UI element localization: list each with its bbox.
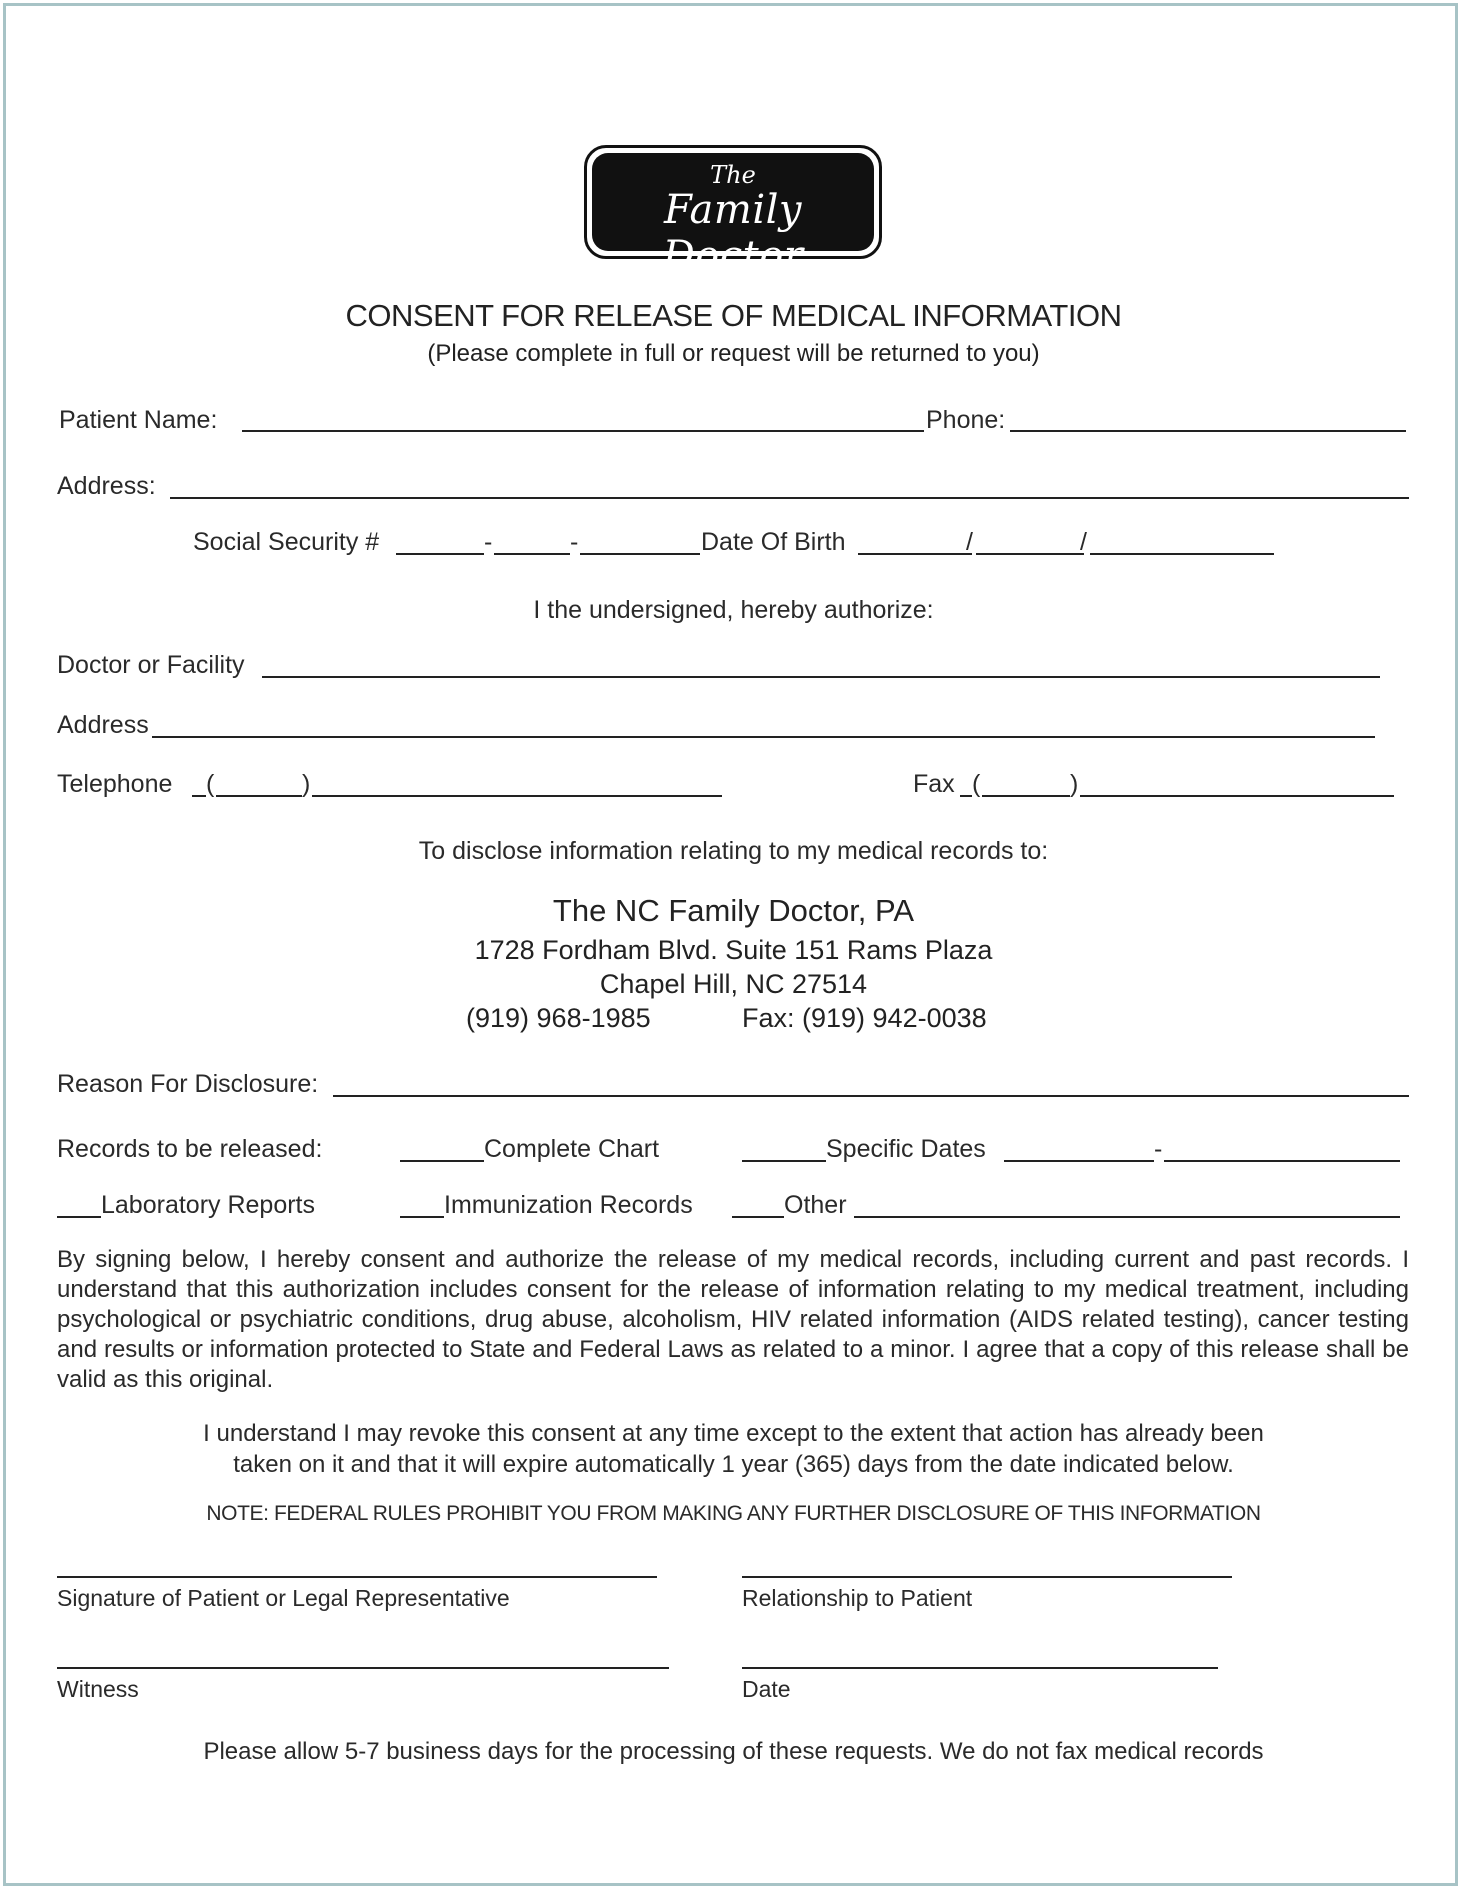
logo-badge (592, 153, 874, 279)
other-label: Other (784, 1191, 847, 1219)
other-checkbox[interactable] (732, 1216, 784, 1218)
practice-phone: (919) 968-1985 (466, 1003, 651, 1033)
dob-month-field[interactable] (858, 553, 972, 555)
dob-slash-1: / (966, 528, 973, 556)
fax-prefix-line (960, 795, 972, 797)
telephone-label: Telephone (57, 770, 173, 798)
fax-label: Fax (913, 770, 955, 798)
dob-slash-2: / (1080, 528, 1087, 556)
witness-label: Witness (57, 1676, 139, 1702)
practice-address-line1: 1728 Fordham Blvd. Suite 151 Rams Plaza (474, 935, 993, 965)
date-field[interactable] (742, 1667, 1218, 1669)
ssn-dash-1: - (484, 528, 493, 556)
practice-name: The NC Family Doctor, PA (552, 893, 915, 928)
complete-chart-checkbox[interactable] (400, 1160, 484, 1162)
dob-label: Date Of Birth (701, 528, 846, 556)
ssn-dash-2: - (570, 528, 579, 556)
immunization-label: Immunization Records (444, 1191, 693, 1219)
telephone-area-code-field[interactable] (216, 795, 302, 797)
facility-address-label: Address (57, 711, 149, 739)
reason-field[interactable] (333, 1095, 1409, 1097)
telephone-paren-close: ) (302, 770, 311, 798)
telephone-number-field[interactable] (312, 795, 722, 797)
immunization-checkbox[interactable] (400, 1216, 444, 1218)
phone-label: Phone: (926, 406, 1006, 434)
address-label: Address: (57, 472, 156, 500)
logo-name-text: Family Doctor (662, 187, 804, 279)
practice-address-line2: Chapel Hill, NC 27514 (599, 969, 868, 999)
doctor-facility-field[interactable] (262, 676, 1380, 678)
ssn-field-part1[interactable] (396, 553, 484, 555)
practice-fax: Fax: (919) 942-0038 (742, 1003, 987, 1033)
ssn-field-part3[interactable] (580, 553, 700, 555)
complete-chart-label: Complete Chart (484, 1135, 660, 1163)
relationship-label: Relationship to Patient (742, 1585, 973, 1611)
reason-label: Reason For Disclosure: (57, 1070, 319, 1098)
fax-paren-close: ) (1070, 770, 1079, 798)
fax-area-code-field[interactable] (982, 795, 1070, 797)
dob-day-field[interactable] (976, 553, 1084, 555)
consent-paragraph: By signing below, I hereby consent and authorize the release of my medical records, including current and past records. I understand that this authorization includes consent for the release of information relating to my medical treatment, including psychological or psychiatric conditions, drug abuse, alcoholism, HIV related information (AIDS related testing), cancer testing and results or information protected to State and Federal Laws as related to a minor. I agree that a copy of this release shall be valid as this original. (57, 1246, 1409, 1393)
specific-dates-label: Specific Dates (826, 1135, 986, 1163)
fax-paren-open: ( (972, 770, 981, 798)
specific-dates-end-field[interactable] (1164, 1160, 1400, 1162)
ssn-label: Social Security # (193, 528, 380, 556)
page-title: CONSENT FOR RELEASE OF MEDICAL INFORMATION (345, 298, 1122, 333)
address-field[interactable] (170, 497, 1409, 499)
logo-the-text: The (710, 161, 756, 189)
relationship-field[interactable] (742, 1576, 1232, 1578)
ssn-field-part2[interactable] (494, 553, 570, 555)
facility-address-field[interactable] (152, 736, 1375, 738)
footer-note: Please allow 5-7 business days for the processing of these requests. We do not fax medical records (203, 1738, 1264, 1765)
records-label: Records to be released: (57, 1135, 323, 1163)
date-label: Date (742, 1676, 791, 1702)
disclose-text: To disclose information relating to my medical records to: (418, 837, 1049, 865)
specific-dates-start-field[interactable] (1004, 1160, 1154, 1162)
lab-reports-label: Laboratory Reports (101, 1191, 316, 1219)
page-subtitle: (Please complete in full or request will be returned to you) (427, 340, 1040, 367)
authorize-text: I the undersigned, hereby authorize: (533, 596, 934, 624)
other-field[interactable] (854, 1216, 1400, 1218)
signature-field[interactable] (57, 1576, 657, 1578)
revoke-text-line2: taken on it and that it will expire automatically 1 year (365) days from the date indicated below. (233, 1451, 1234, 1478)
telephone-paren-open: ( (206, 770, 215, 798)
dob-year-field[interactable] (1090, 553, 1274, 555)
fax-number-field[interactable] (1080, 795, 1394, 797)
witness-field[interactable] (57, 1667, 669, 1669)
specific-dates-checkbox[interactable] (742, 1160, 826, 1162)
lab-reports-checkbox[interactable] (57, 1216, 101, 1218)
doctor-facility-label: Doctor or Facility (57, 651, 245, 679)
federal-note: NOTE: FEDERAL RULES PROHIBIT YOU FROM MAKING ANY FURTHER DISCLOSURE OF THIS INFORMATION (206, 1502, 1261, 1525)
signature-label: Signature of Patient or Legal Representative (57, 1585, 510, 1611)
patient-name-field[interactable] (242, 430, 924, 432)
telephone-prefix-line (192, 795, 206, 797)
phone-field[interactable] (1010, 430, 1406, 432)
revoke-text-line1: I understand I may revoke this consent at any time except to the extent that action has already been (203, 1420, 1264, 1447)
patient-name-label: Patient Name: (59, 406, 218, 434)
specific-dates-dash: - (1154, 1135, 1163, 1163)
family-doctor-logo (584, 145, 882, 279)
